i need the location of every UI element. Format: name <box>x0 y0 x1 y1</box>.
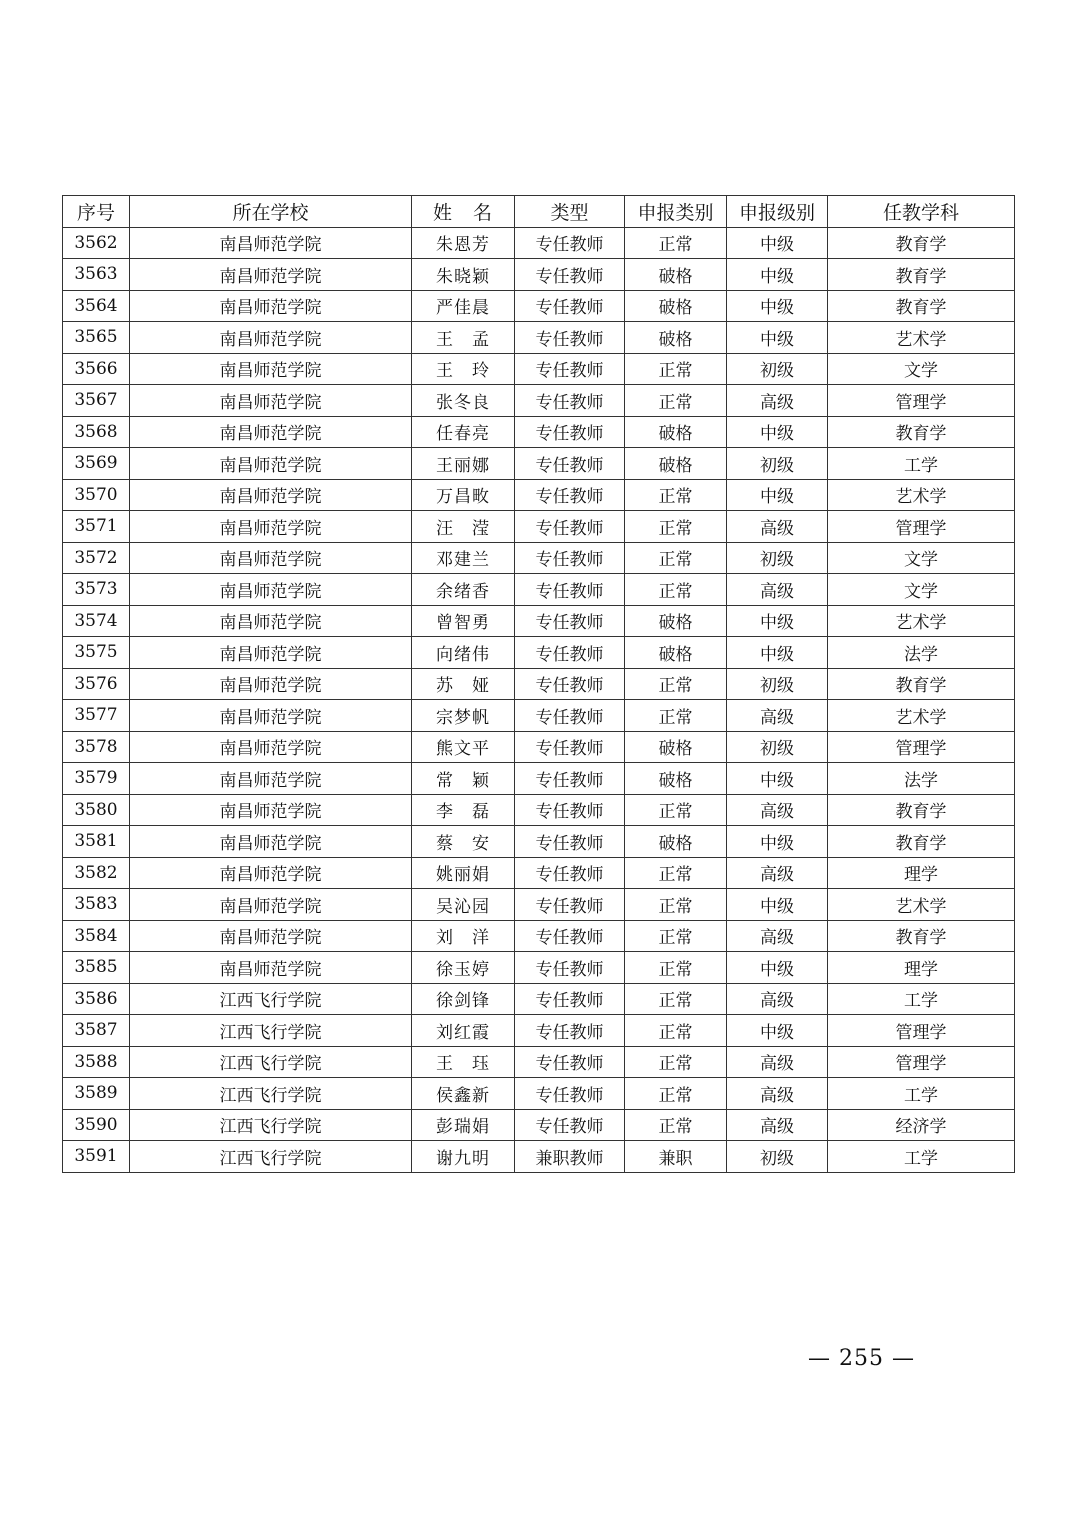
cell-type: 专任教师 <box>515 983 625 1015</box>
table-row <box>63 920 1015 952</box>
cell-type: 专任教师 <box>515 920 625 952</box>
cell-category: 正常 <box>625 385 727 417</box>
cell-type: 专任教师 <box>515 668 625 700</box>
cell-name: 李 磊 <box>412 794 515 826</box>
cell-level: 中级 <box>727 322 828 354</box>
cell-school: 江西飞行学院 <box>130 1046 412 1078</box>
table-row <box>63 952 1015 984</box>
cell-type: 专任教师 <box>515 542 625 574</box>
cell-name: 王 孟 <box>412 322 515 354</box>
cell-level: 初级 <box>727 1141 828 1173</box>
cell-level: 中级 <box>727 227 828 259</box>
cell-name: 熊文平 <box>412 731 515 763</box>
cell-level: 初级 <box>727 353 828 385</box>
cell-category: 正常 <box>625 353 727 385</box>
cell-name: 朱恩芳 <box>412 227 515 259</box>
cell-type: 专任教师 <box>515 259 625 291</box>
page-number: — 255 — <box>808 1346 915 1371</box>
cell-level: 中级 <box>727 763 828 795</box>
table-row <box>63 857 1015 889</box>
cell-level: 中级 <box>727 1015 828 1047</box>
applicant-table <box>62 195 1015 1173</box>
cell-subject: 管理学 <box>828 385 1015 417</box>
cell-subject: 理学 <box>828 857 1015 889</box>
table-row <box>63 259 1015 291</box>
cell-category: 破格 <box>625 416 727 448</box>
cell-type: 专任教师 <box>515 479 625 511</box>
cell-serial: 3564 <box>63 290 130 322</box>
table-row <box>63 763 1015 795</box>
cell-level: 中级 <box>727 889 828 921</box>
cell-category: 正常 <box>625 574 727 606</box>
table-header-row <box>63 196 1015 228</box>
table-row <box>63 574 1015 606</box>
table-row <box>63 227 1015 259</box>
cell-school: 南昌师范学院 <box>130 668 412 700</box>
table-row <box>63 1109 1015 1141</box>
cell-type: 专任教师 <box>515 637 625 669</box>
cell-serial: 3582 <box>63 857 130 889</box>
cell-school: 南昌师范学院 <box>130 826 412 858</box>
cell-serial: 3577 <box>63 700 130 732</box>
cell-school: 南昌师范学院 <box>130 574 412 606</box>
cell-name: 宗梦帆 <box>412 700 515 732</box>
cell-level: 高级 <box>727 983 828 1015</box>
cell-name: 姚丽娟 <box>412 857 515 889</box>
cell-serial: 3583 <box>63 889 130 921</box>
cell-type: 专任教师 <box>515 1046 625 1078</box>
cell-serial: 3575 <box>63 637 130 669</box>
cell-name: 彭瑞娟 <box>412 1109 515 1141</box>
cell-name: 曾智勇 <box>412 605 515 637</box>
cell-level: 中级 <box>727 952 828 984</box>
cell-level: 中级 <box>727 290 828 322</box>
cell-type: 专任教师 <box>515 889 625 921</box>
cell-serial: 3589 <box>63 1078 130 1110</box>
cell-level: 高级 <box>727 1109 828 1141</box>
cell-subject: 法学 <box>828 637 1015 669</box>
cell-serial: 3587 <box>63 1015 130 1047</box>
cell-serial: 3576 <box>63 668 130 700</box>
cell-category: 破格 <box>625 322 727 354</box>
table-row <box>63 826 1015 858</box>
cell-category: 正常 <box>625 1046 727 1078</box>
cell-category: 正常 <box>625 889 727 921</box>
cell-type: 专任教师 <box>515 448 625 480</box>
table-row <box>63 448 1015 480</box>
cell-type: 专任教师 <box>515 416 625 448</box>
cell-type: 专任教师 <box>515 794 625 826</box>
cell-name: 徐玉婷 <box>412 952 515 984</box>
cell-subject: 工学 <box>828 983 1015 1015</box>
cell-level: 中级 <box>727 637 828 669</box>
cell-serial: 3566 <box>63 353 130 385</box>
table-row <box>63 731 1015 763</box>
cell-school: 南昌师范学院 <box>130 920 412 952</box>
table-row <box>63 794 1015 826</box>
cell-school: 南昌师范学院 <box>130 794 412 826</box>
cell-category: 破格 <box>625 826 727 858</box>
cell-school: 南昌师范学院 <box>130 857 412 889</box>
cell-serial: 3572 <box>63 542 130 574</box>
cell-subject: 艺术学 <box>828 322 1015 354</box>
cell-level: 初级 <box>727 731 828 763</box>
cell-name: 任春亮 <box>412 416 515 448</box>
cell-type: 专任教师 <box>515 1015 625 1047</box>
cell-subject: 管理学 <box>828 1046 1015 1078</box>
cell-type: 兼职教师 <box>515 1141 625 1173</box>
cell-category: 正常 <box>625 983 727 1015</box>
cell-category: 正常 <box>625 700 727 732</box>
cell-name: 徐剑锋 <box>412 983 515 1015</box>
cell-serial: 3591 <box>63 1141 130 1173</box>
table-row <box>63 1078 1015 1110</box>
cell-school: 南昌师范学院 <box>130 637 412 669</box>
cell-level: 高级 <box>727 385 828 417</box>
table-row <box>63 1141 1015 1173</box>
cell-type: 专任教师 <box>515 826 625 858</box>
cell-name: 刘 洋 <box>412 920 515 952</box>
table-row <box>63 322 1015 354</box>
cell-school: 江西飞行学院 <box>130 1015 412 1047</box>
cell-subject: 理学 <box>828 952 1015 984</box>
cell-level: 初级 <box>727 542 828 574</box>
table-row <box>63 1046 1015 1078</box>
cell-serial: 3580 <box>63 794 130 826</box>
header-category: 申报类别 <box>625 196 727 228</box>
cell-name: 蔡 安 <box>412 826 515 858</box>
cell-subject: 艺术学 <box>828 700 1015 732</box>
cell-serial: 3562 <box>63 227 130 259</box>
cell-subject: 工学 <box>828 1141 1015 1173</box>
cell-serial: 3567 <box>63 385 130 417</box>
cell-serial: 3569 <box>63 448 130 480</box>
cell-name: 万昌畋 <box>412 479 515 511</box>
cell-name: 苏 娅 <box>412 668 515 700</box>
cell-type: 专任教师 <box>515 511 625 543</box>
table-body <box>63 227 1015 1172</box>
cell-category: 正常 <box>625 857 727 889</box>
cell-serial: 3581 <box>63 826 130 858</box>
cell-serial: 3585 <box>63 952 130 984</box>
cell-category: 破格 <box>625 448 727 480</box>
cell-name: 王丽娜 <box>412 448 515 480</box>
cell-category: 正常 <box>625 1078 727 1110</box>
cell-name: 侯鑫新 <box>412 1078 515 1110</box>
header-name: 姓 名 <box>412 196 515 228</box>
cell-category: 破格 <box>625 763 727 795</box>
cell-school: 南昌师范学院 <box>130 290 412 322</box>
table-row <box>63 1015 1015 1047</box>
cell-category: 正常 <box>625 227 727 259</box>
cell-serial: 3571 <box>63 511 130 543</box>
cell-serial: 3570 <box>63 479 130 511</box>
cell-type: 专任教师 <box>515 1109 625 1141</box>
cell-level: 中级 <box>727 605 828 637</box>
table-row <box>63 542 1015 574</box>
table-row <box>63 700 1015 732</box>
table-row <box>63 668 1015 700</box>
cell-subject: 教育学 <box>828 416 1015 448</box>
cell-level: 中级 <box>727 259 828 291</box>
table-row <box>63 416 1015 448</box>
cell-category: 正常 <box>625 1015 727 1047</box>
cell-name: 严佳晨 <box>412 290 515 322</box>
cell-type: 专任教师 <box>515 763 625 795</box>
cell-school: 南昌师范学院 <box>130 763 412 795</box>
cell-school: 南昌师范学院 <box>130 952 412 984</box>
cell-name: 向绪伟 <box>412 637 515 669</box>
cell-subject: 教育学 <box>828 920 1015 952</box>
cell-serial: 3573 <box>63 574 130 606</box>
cell-level: 高级 <box>727 794 828 826</box>
cell-subject: 法学 <box>828 763 1015 795</box>
cell-type: 专任教师 <box>515 353 625 385</box>
cell-level: 初级 <box>727 448 828 480</box>
cell-subject: 管理学 <box>828 731 1015 763</box>
cell-category: 正常 <box>625 542 727 574</box>
cell-serial: 3584 <box>63 920 130 952</box>
cell-school: 南昌师范学院 <box>130 731 412 763</box>
cell-name: 王 玲 <box>412 353 515 385</box>
cell-category: 正常 <box>625 511 727 543</box>
cell-type: 专任教师 <box>515 1078 625 1110</box>
cell-type: 专任教师 <box>515 322 625 354</box>
header-level: 申报级别 <box>727 196 828 228</box>
cell-subject: 教育学 <box>828 794 1015 826</box>
cell-category: 正常 <box>625 668 727 700</box>
cell-subject: 文学 <box>828 574 1015 606</box>
cell-category: 破格 <box>625 605 727 637</box>
table-row <box>63 385 1015 417</box>
cell-school: 南昌师范学院 <box>130 479 412 511</box>
cell-subject: 教育学 <box>828 826 1015 858</box>
cell-category: 破格 <box>625 637 727 669</box>
cell-school: 南昌师范学院 <box>130 416 412 448</box>
table-row <box>63 637 1015 669</box>
cell-school: 南昌师范学院 <box>130 889 412 921</box>
cell-serial: 3578 <box>63 731 130 763</box>
cell-level: 中级 <box>727 826 828 858</box>
cell-name: 常 颖 <box>412 763 515 795</box>
cell-subject: 艺术学 <box>828 605 1015 637</box>
cell-serial: 3588 <box>63 1046 130 1078</box>
header-serial: 序号 <box>63 196 130 228</box>
cell-subject: 经济学 <box>828 1109 1015 1141</box>
cell-school: 南昌师范学院 <box>130 700 412 732</box>
cell-category: 正常 <box>625 920 727 952</box>
cell-name: 张冬良 <box>412 385 515 417</box>
cell-name: 朱晓颖 <box>412 259 515 291</box>
cell-level: 高级 <box>727 1046 828 1078</box>
cell-subject: 工学 <box>828 1078 1015 1110</box>
table-row <box>63 983 1015 1015</box>
cell-subject: 文学 <box>828 542 1015 574</box>
cell-school: 南昌师范学院 <box>130 542 412 574</box>
cell-serial: 3563 <box>63 259 130 291</box>
cell-category: 正常 <box>625 1109 727 1141</box>
cell-subject: 工学 <box>828 448 1015 480</box>
cell-school: 南昌师范学院 <box>130 353 412 385</box>
cell-level: 高级 <box>727 511 828 543</box>
header-subject: 任教学科 <box>828 196 1015 228</box>
cell-type: 专任教师 <box>515 605 625 637</box>
cell-name: 吴沁园 <box>412 889 515 921</box>
table-row <box>63 889 1015 921</box>
cell-name: 王 珏 <box>412 1046 515 1078</box>
cell-level: 高级 <box>727 857 828 889</box>
cell-subject: 艺术学 <box>828 889 1015 921</box>
cell-level: 中级 <box>727 416 828 448</box>
cell-name: 汪 滢 <box>412 511 515 543</box>
cell-subject: 教育学 <box>828 290 1015 322</box>
cell-school: 江西飞行学院 <box>130 1141 412 1173</box>
cell-serial: 3565 <box>63 322 130 354</box>
cell-type: 专任教师 <box>515 952 625 984</box>
cell-category: 破格 <box>625 731 727 763</box>
cell-subject: 教育学 <box>828 668 1015 700</box>
cell-school: 南昌师范学院 <box>130 259 412 291</box>
cell-subject: 管理学 <box>828 511 1015 543</box>
cell-school: 江西飞行学院 <box>130 1109 412 1141</box>
cell-type: 专任教师 <box>515 700 625 732</box>
cell-school: 南昌师范学院 <box>130 227 412 259</box>
cell-name: 余绪香 <box>412 574 515 606</box>
cell-type: 专任教师 <box>515 574 625 606</box>
cell-level: 高级 <box>727 1078 828 1110</box>
cell-name: 刘红霞 <box>412 1015 515 1047</box>
cell-serial: 3590 <box>63 1109 130 1141</box>
cell-type: 专任教师 <box>515 290 625 322</box>
cell-level: 高级 <box>727 574 828 606</box>
cell-serial: 3568 <box>63 416 130 448</box>
cell-school: 南昌师范学院 <box>130 322 412 354</box>
cell-school: 南昌师范学院 <box>130 605 412 637</box>
cell-name: 谢九明 <box>412 1141 515 1173</box>
table-row <box>63 353 1015 385</box>
cell-school: 江西飞行学院 <box>130 1078 412 1110</box>
cell-category: 破格 <box>625 290 727 322</box>
cell-type: 专任教师 <box>515 857 625 889</box>
table-row <box>63 290 1015 322</box>
cell-subject: 管理学 <box>828 1015 1015 1047</box>
cell-subject: 教育学 <box>828 259 1015 291</box>
cell-level: 高级 <box>727 700 828 732</box>
cell-type: 专任教师 <box>515 731 625 763</box>
cell-subject: 教育学 <box>828 227 1015 259</box>
cell-category: 正常 <box>625 952 727 984</box>
cell-school: 南昌师范学院 <box>130 511 412 543</box>
cell-subject: 艺术学 <box>828 479 1015 511</box>
cell-school: 南昌师范学院 <box>130 448 412 480</box>
table-row <box>63 605 1015 637</box>
cell-school: 江西飞行学院 <box>130 983 412 1015</box>
table-row <box>63 479 1015 511</box>
cell-category: 正常 <box>625 479 727 511</box>
header-type: 类型 <box>515 196 625 228</box>
cell-category: 破格 <box>625 259 727 291</box>
header-school: 所在学校 <box>130 196 412 228</box>
cell-serial: 3574 <box>63 605 130 637</box>
cell-name: 邓建兰 <box>412 542 515 574</box>
cell-type: 专任教师 <box>515 227 625 259</box>
table-row <box>63 511 1015 543</box>
cell-category: 兼职 <box>625 1141 727 1173</box>
cell-level: 中级 <box>727 479 828 511</box>
cell-category: 正常 <box>625 794 727 826</box>
cell-level: 初级 <box>727 668 828 700</box>
cell-type: 专任教师 <box>515 385 625 417</box>
cell-serial: 3579 <box>63 763 130 795</box>
cell-serial: 3586 <box>63 983 130 1015</box>
cell-level: 高级 <box>727 920 828 952</box>
cell-subject: 文学 <box>828 353 1015 385</box>
cell-school: 南昌师范学院 <box>130 385 412 417</box>
